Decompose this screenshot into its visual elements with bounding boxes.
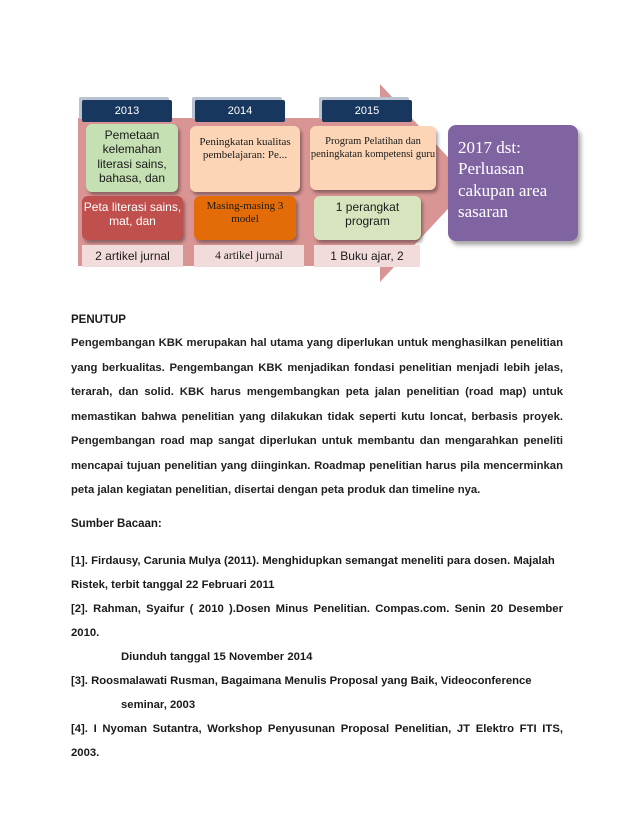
reference-rest: Diunduh tanggal 15 November 2014 [121,651,313,663]
roadmap-diagram [0,0,638,290]
references-list [71,549,563,765]
closing-paragraph: Pengembangan KBK merupakan hal utama yang diperlukan untuk menghasilkan penelitian yang berkualitas. Pengembangan KBK menjadikan fondasi penelitian menjadi lebih jelas, terarah, dan solid. KBK harus mengembangkan peta jalan penelitian (road map) untuk memastikan bahwa penelitian yang dilakukan tidak seperti kutu loncat, berbasis proyek. Pengembangan road map sangat diperlukan untuk membantu dan mengarahkan peneliti mencapai tujuan penelitian yang diinginkan. Roadmap penelitian harus pila mencerminkan peta jalan kegiatan penelitian, disertai dengan peta produk dan timeline nya. [71,337,563,496]
box-2013-top: Pemetaan kelemahan literasi sains, bahasa, dan [86,124,178,192]
reference-first-line: [2]. Rahman, Syaifur ( 2010 ).Dosen Minus Penelitian. Compas.com. Senin 20 Desember 2010. [71,603,563,639]
box-2014-top: Peningkatan kualitas pembelajaran: Pe... [190,126,300,192]
box-2015-mid: 1 perangkat program [314,196,421,240]
future-box-2017: 2017 dst: Perluasan cakupan area sasaran [448,125,578,241]
reference-first-line: [1]. Firdausy, Carunia Mulya (2011). Menghidupkan semangat meneliti para dosen. Majalah [71,555,555,567]
year-label-2014: 2014 [195,100,285,122]
reference-first-line: [3]. Roosmalawati Rusman, Bagaimana Menulis Proposal yang Baik, Videoconference [71,675,532,687]
output-bar-2013: 2 artikel jurnal [82,245,183,267]
box-2014-mid: Masing-masing 3 model [194,196,296,240]
output-bar-2014: 4 artikel jurnal [194,245,304,267]
closing-heading: PENUTUP [71,314,126,326]
year-label-2015: 2015 [322,100,412,122]
references-heading: Sumber Bacaan: [71,518,162,530]
reference-rest: Ristek, terbit tanggal 22 Februari 2011 [71,579,275,591]
year-label-2013: 2013 [82,100,172,122]
reference-item [71,549,563,597]
box-2013-mid: Peta literasi sains, mat, dan [82,196,183,240]
reference-item [71,669,563,717]
output-bar-2015: 1 Buku ajar, 2 [314,245,420,267]
reference-item [71,597,563,669]
reference-first-line: [4]. I Nyoman Sutantra, Workshop Penyusunan Proposal Penelitian, JT Elektro FTI ITS, 2003. [71,723,563,759]
box-2015-top: Program Pelatihan dan peningkatan kompetensi guru [310,126,436,190]
reference-rest: seminar, 2003 [121,699,196,711]
reference-item [71,717,563,765]
